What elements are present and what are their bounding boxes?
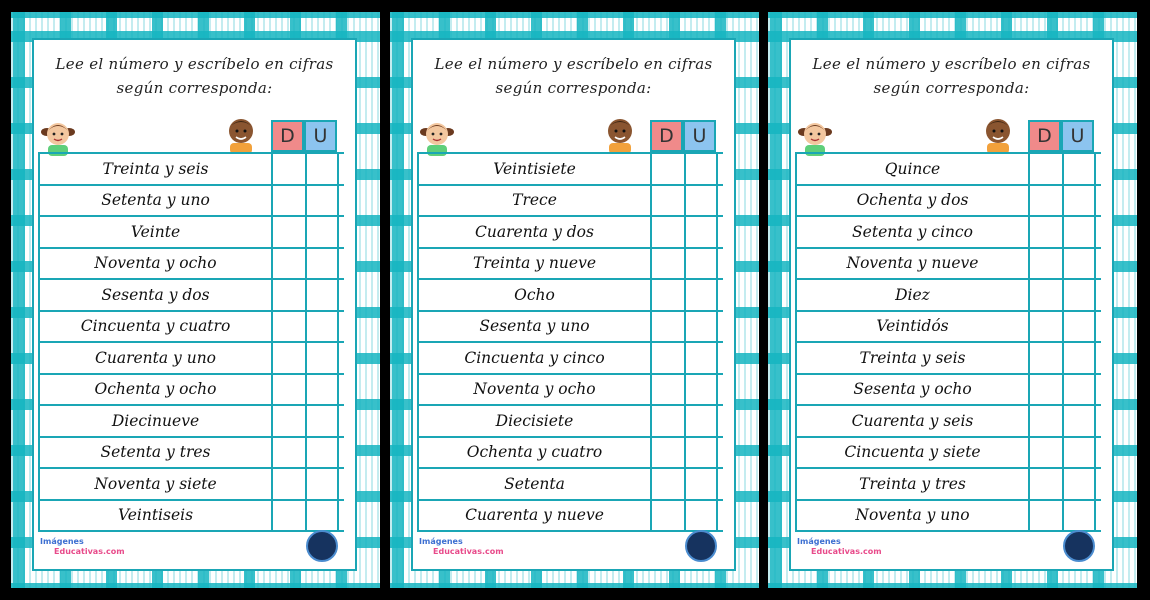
- site-logo: [419, 537, 504, 557]
- units-column-header: U: [683, 120, 716, 152]
- girl-icon: [417, 116, 457, 156]
- table-row: [417, 375, 723, 407]
- units-answer-cell[interactable]: [1062, 249, 1096, 279]
- table-row: [417, 186, 723, 218]
- number-word: Cuarenta y dos: [417, 217, 650, 247]
- number-word: Diecisiete: [417, 406, 650, 436]
- number-word: Setenta y cinco: [795, 217, 1028, 247]
- tens-answer-cell[interactable]: [271, 469, 305, 499]
- units-answer-cell[interactable]: [684, 343, 718, 373]
- number-word: Treinta y tres: [795, 469, 1028, 499]
- tens-answer-cell[interactable]: [1028, 217, 1062, 247]
- tens-answer-cell[interactable]: [650, 343, 684, 373]
- number-word: Veintidós: [795, 312, 1028, 342]
- table-row: [38, 154, 344, 186]
- table-row: [795, 249, 1101, 281]
- units-answer-cell[interactable]: [1062, 217, 1096, 247]
- site-badge-icon: [1063, 530, 1095, 562]
- number-word: Setenta: [417, 469, 650, 499]
- units-answer-cell[interactable]: [684, 217, 718, 247]
- logo-line-1: Imágenes: [419, 537, 463, 546]
- site-logo: [40, 537, 125, 557]
- units-answer-cell[interactable]: [684, 375, 718, 405]
- table-row: [38, 186, 344, 218]
- number-word: Sesenta y uno: [417, 312, 650, 342]
- girl-icon: [795, 116, 835, 156]
- number-word: Sesenta y dos: [38, 280, 271, 310]
- units-answer-cell[interactable]: [1062, 406, 1096, 436]
- worksheet-3: [768, 12, 1137, 588]
- tens-answer-cell[interactable]: [1028, 375, 1062, 405]
- table-row: [417, 217, 723, 249]
- logo-line-2: Educativas.com: [811, 547, 882, 556]
- units-answer-cell[interactable]: [1062, 469, 1096, 499]
- logo-line-2: Educativas.com: [433, 547, 504, 556]
- table-row: [38, 312, 344, 344]
- table-row: [38, 438, 344, 470]
- table-row: [795, 186, 1101, 218]
- units-answer-cell[interactable]: [1062, 501, 1096, 531]
- number-word: Treinta y seis: [38, 154, 271, 184]
- number-word: Trece: [417, 186, 650, 216]
- number-word: Ochenta y dos: [795, 186, 1028, 216]
- tens-answer-cell[interactable]: [650, 186, 684, 216]
- units-answer-cell[interactable]: [684, 469, 718, 499]
- table-row: [795, 154, 1101, 186]
- logo-line-1: Imágenes: [40, 537, 84, 546]
- tens-answer-cell[interactable]: [271, 312, 305, 342]
- tens-answer-cell[interactable]: [1028, 280, 1062, 310]
- units-column-header: U: [1061, 120, 1094, 152]
- tens-column-header: D: [271, 120, 304, 152]
- number-word: Noventa y siete: [38, 469, 271, 499]
- number-word: Noventa y nueve: [795, 249, 1028, 279]
- number-word: Treinta y seis: [795, 343, 1028, 373]
- number-word: Ocho: [417, 280, 650, 310]
- units-answer-cell[interactable]: [684, 249, 718, 279]
- table-row: [795, 312, 1101, 344]
- tens-answer-cell[interactable]: [650, 217, 684, 247]
- table-row: [417, 280, 723, 312]
- units-answer-cell[interactable]: [305, 375, 339, 405]
- site-logo: [797, 537, 882, 557]
- table-row: [417, 343, 723, 375]
- number-word: Treinta y nueve: [417, 249, 650, 279]
- number-word: Cincuenta y cuatro: [38, 312, 271, 342]
- table-row: [417, 438, 723, 470]
- number-word: Diez: [795, 280, 1028, 310]
- tens-answer-cell[interactable]: [650, 438, 684, 468]
- table-row: [417, 501, 723, 533]
- boy-icon: [221, 114, 261, 154]
- instruction-text: Lee el número y escríbelo en cifras según corresponda:: [55, 55, 334, 97]
- site-badge-icon: [685, 530, 717, 562]
- worksheet-2: [390, 12, 759, 588]
- number-table: [38, 152, 344, 532]
- number-word: Noventa y uno: [795, 501, 1028, 531]
- number-word: Noventa y ocho: [38, 249, 271, 279]
- units-answer-cell[interactable]: [305, 186, 339, 216]
- number-word: Ochenta y cuatro: [417, 438, 650, 468]
- table-row: [795, 406, 1101, 438]
- worksheet-card: [411, 38, 736, 571]
- table-row: [38, 469, 344, 501]
- number-word: Sesenta y ocho: [795, 375, 1028, 405]
- boy-icon: [978, 114, 1018, 154]
- tens-answer-cell[interactable]: [650, 469, 684, 499]
- tens-answer-cell[interactable]: [271, 186, 305, 216]
- site-badge-icon: [306, 530, 338, 562]
- number-word: Setenta y uno: [38, 186, 271, 216]
- table-row: [795, 469, 1101, 501]
- table-row: [795, 375, 1101, 407]
- number-word: Cuarenta y nueve: [417, 501, 650, 531]
- number-word: Cincuenta y cinco: [417, 343, 650, 373]
- tens-answer-cell[interactable]: [271, 217, 305, 247]
- units-answer-cell[interactable]: [684, 154, 718, 184]
- tens-answer-cell[interactable]: [271, 343, 305, 373]
- tens-answer-cell[interactable]: [650, 375, 684, 405]
- units-answer-cell[interactable]: [305, 438, 339, 468]
- number-table: [795, 152, 1101, 532]
- tens-answer-cell[interactable]: [1028, 154, 1062, 184]
- tens-answer-cell[interactable]: [1028, 312, 1062, 342]
- table-row: [795, 217, 1101, 249]
- tens-answer-cell[interactable]: [1028, 438, 1062, 468]
- tens-answer-cell[interactable]: [650, 154, 684, 184]
- table-row: [38, 249, 344, 281]
- units-answer-cell[interactable]: [684, 406, 718, 436]
- units-column-header: U: [304, 120, 337, 152]
- number-word: Quince: [795, 154, 1028, 184]
- table-row: [795, 343, 1101, 375]
- units-answer-cell[interactable]: [1062, 438, 1096, 468]
- table-row: [38, 501, 344, 533]
- number-word: Diecinueve: [38, 406, 271, 436]
- units-answer-cell[interactable]: [305, 406, 339, 436]
- units-answer-cell[interactable]: [684, 438, 718, 468]
- boy-icon: [600, 114, 640, 154]
- instruction-text: Lee el número y escríbelo en cifras según corresponda:: [434, 55, 713, 97]
- tens-answer-cell[interactable]: [271, 406, 305, 436]
- worksheet-1: [11, 12, 380, 588]
- number-word: Cuarenta y seis: [795, 406, 1028, 436]
- table-row: [417, 312, 723, 344]
- table-row: [795, 501, 1101, 533]
- tens-answer-cell[interactable]: [1028, 249, 1062, 279]
- units-answer-cell[interactable]: [305, 312, 339, 342]
- tens-answer-cell[interactable]: [650, 501, 684, 531]
- units-answer-cell[interactable]: [1062, 186, 1096, 216]
- tens-answer-cell[interactable]: [650, 280, 684, 310]
- units-answer-cell[interactable]: [305, 217, 339, 247]
- units-answer-cell[interactable]: [684, 501, 718, 531]
- table-row: [38, 280, 344, 312]
- number-word: Noventa y ocho: [417, 375, 650, 405]
- units-answer-cell[interactable]: [305, 469, 339, 499]
- worksheet-card: [32, 38, 357, 571]
- logo-line-1: Imágenes: [797, 537, 841, 546]
- instruction-text: Lee el número y escríbelo en cifras según corresponda:: [812, 55, 1091, 97]
- number-word: Cuarenta y uno: [38, 343, 271, 373]
- tens-answer-cell[interactable]: [650, 249, 684, 279]
- table-row: [417, 406, 723, 438]
- number-word: Ochenta y ocho: [38, 375, 271, 405]
- table-row: [38, 375, 344, 407]
- tens-column-header: D: [1028, 120, 1061, 152]
- worksheet-card: [789, 38, 1114, 571]
- table-row: [38, 406, 344, 438]
- tens-answer-cell[interactable]: [271, 280, 305, 310]
- units-answer-cell[interactable]: [1062, 154, 1096, 184]
- tens-answer-cell[interactable]: [271, 501, 305, 531]
- logo-line-2: Educativas.com: [54, 547, 125, 556]
- tens-answer-cell[interactable]: [1028, 343, 1062, 373]
- table-row: [417, 249, 723, 281]
- table-row: [795, 438, 1101, 470]
- units-answer-cell[interactable]: [684, 312, 718, 342]
- units-answer-cell[interactable]: [1062, 312, 1096, 342]
- table-row: [417, 154, 723, 186]
- tens-answer-cell[interactable]: [271, 154, 305, 184]
- units-answer-cell[interactable]: [305, 154, 339, 184]
- tens-answer-cell[interactable]: [650, 406, 684, 436]
- tens-column-header: D: [650, 120, 683, 152]
- units-answer-cell[interactable]: [305, 343, 339, 373]
- tens-answer-cell[interactable]: [271, 375, 305, 405]
- tens-answer-cell[interactable]: [271, 438, 305, 468]
- units-answer-cell[interactable]: [684, 280, 718, 310]
- units-answer-cell[interactable]: [305, 501, 339, 531]
- girl-icon: [38, 116, 78, 156]
- tens-answer-cell[interactable]: [1028, 469, 1062, 499]
- tens-answer-cell[interactable]: [1028, 501, 1062, 531]
- number-word: Setenta y tres: [38, 438, 271, 468]
- number-word: Cincuenta y siete: [795, 438, 1028, 468]
- tens-answer-cell[interactable]: [1028, 406, 1062, 436]
- units-answer-cell[interactable]: [305, 280, 339, 310]
- tens-answer-cell[interactable]: [650, 312, 684, 342]
- table-row: [795, 280, 1101, 312]
- number-word: Veintisiete: [417, 154, 650, 184]
- number-table: [417, 152, 723, 532]
- units-answer-cell[interactable]: [1062, 343, 1096, 373]
- tens-answer-cell[interactable]: [271, 249, 305, 279]
- units-answer-cell[interactable]: [305, 249, 339, 279]
- tens-answer-cell[interactable]: [1028, 186, 1062, 216]
- table-row: [38, 343, 344, 375]
- number-word: Veintiseis: [38, 501, 271, 531]
- units-answer-cell[interactable]: [1062, 280, 1096, 310]
- table-row: [38, 217, 344, 249]
- number-word: Veinte: [38, 217, 271, 247]
- units-answer-cell[interactable]: [684, 186, 718, 216]
- table-row: [417, 469, 723, 501]
- units-answer-cell[interactable]: [1062, 375, 1096, 405]
